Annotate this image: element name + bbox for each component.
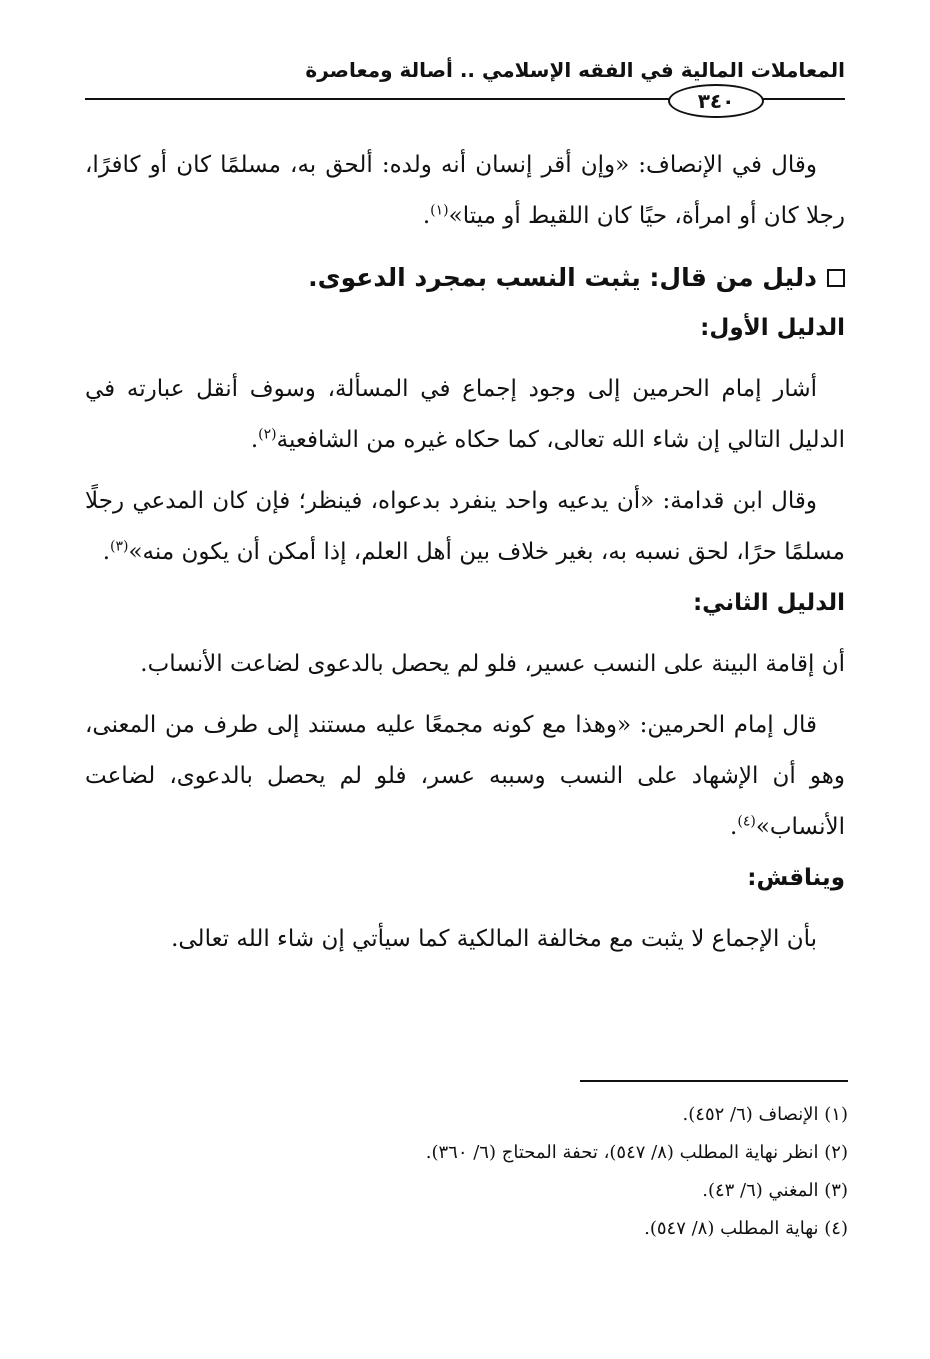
paragraph-text: قال إمام الحرمين: «وهذا مع كونه مجمعًا عليه مستند إلى طرف من المعنى، وهو أن الإشهاد على النسب وسببه عسر، فلو لم يحصل بالدعوى، لضاعت الأنساب» <box>85 712 845 840</box>
footnote-ref: (١) <box>430 202 449 219</box>
section-heading <box>85 252 845 303</box>
footnote-ref: (٣) <box>110 538 129 555</box>
first-proof-heading: الدليل الأول: <box>700 315 845 341</box>
paragraph-ibn-qudama: وقال ابن قدامة: «أن يدعيه واحد ينفرد بدعواه، فينظر؛ فإن كان المدعي رجلًا مسلمًا حرًا، لحق نسبه به، بغير خلاف بين أهل العلم، إذا أمكن أن يكون منه»$^{(٣)}$. <box>85 488 845 565</box>
book-title: المعاملات المالية في الفقه الإسلامي .. أصالة ومعاصرة <box>305 58 845 82</box>
footnote-1: (١) الإنصاف (٦/ ٤٥٢). <box>682 1104 848 1125</box>
section-heading-text: دليل من قال: يثبت النسب بمجرد الدعوى. <box>308 263 817 292</box>
paragraph-first-proof: أشار إمام الحرمين إلى وجود إجماع في المسألة، وسوف أنقل عبارته في الدليل التالي إن شاء الله تعالى، كما حكاه غيره من الشافعية$^{(٢)}$. <box>85 376 845 453</box>
second-proof-heading: الدليل الثاني: <box>692 590 845 616</box>
footnote-2: (٢) انظر نهاية المطلب (٨/ ٥٤٧)، تحفة المحتاج (٦/ ٣٦٠). <box>425 1142 848 1163</box>
square-bullet-icon <box>827 269 845 287</box>
footnotes <box>88 1096 848 1248</box>
paragraph-insaf-quote: وقال في الإنصاف: «وإن أقر إنسان أنه ولده: ألحق به، مسلمًا كان أو كافرًا، رجلا كان أو امرأة، حيًا كان اللقيط أو ميتا»$^{(١)}$. <box>85 152 845 229</box>
paragraph-text: وقال في الإنصاف: «وإن أقر إنسان أنه ولده: ألحق به، مسلمًا كان أو كافرًا، رجلا كان أو امرأة، حيًا كان اللقيط أو ميتا» <box>85 152 845 229</box>
footnote-ref: (٢) <box>258 426 277 443</box>
footnote-rule <box>580 1080 848 1082</box>
paragraph-haramayn-quote: قال إمام الحرمين: «وهذا مع كونه مجمعًا عليه مستند إلى طرف من المعنى، وهو أن الإشهاد على النسب وسببه عسر، فلو لم يحصل بالدعوى، لضاعت الأنساب»$^{(٤)}$. <box>85 712 845 840</box>
page-number: ٣٤٠ <box>668 84 764 118</box>
paragraph-second-proof: أن إقامة البينة على النسب عسير، فلو لم يحصل بالدعوى لضاعت الأنساب. <box>140 651 845 677</box>
main-text <box>85 140 845 965</box>
footnote-ref: (٤) <box>737 813 756 830</box>
running-head <box>85 58 845 82</box>
paragraph-text: أشار إمام الحرمين إلى وجود إجماع في المسألة، وسوف أنقل عبارته في الدليل التالي إن شاء الله تعالى، كما حكاه غيره من الشافعية <box>85 376 845 453</box>
discussion-heading: ويناقش: <box>747 865 845 891</box>
footnote-4: (٤) نهاية المطلب (٨/ ٥٤٧). <box>644 1218 848 1239</box>
paragraph-text: وقال ابن قدامة: «أن يدعيه واحد ينفرد بدعواه، فينظر؛ فإن كان المدعي رجلًا مسلمًا حرًا، لحق نسبه به، بغير خلاف بين أهل العلم، إذا أمكن أن يكون منه» <box>85 488 845 565</box>
footnote-3: (٣) المغني (٦/ ٤٣). <box>702 1180 848 1201</box>
paragraph-discussion: بأن الإجماع لا يثبت مع مخالفة المالكية كما سيأتي إن شاء الله تعالى. <box>171 926 817 952</box>
